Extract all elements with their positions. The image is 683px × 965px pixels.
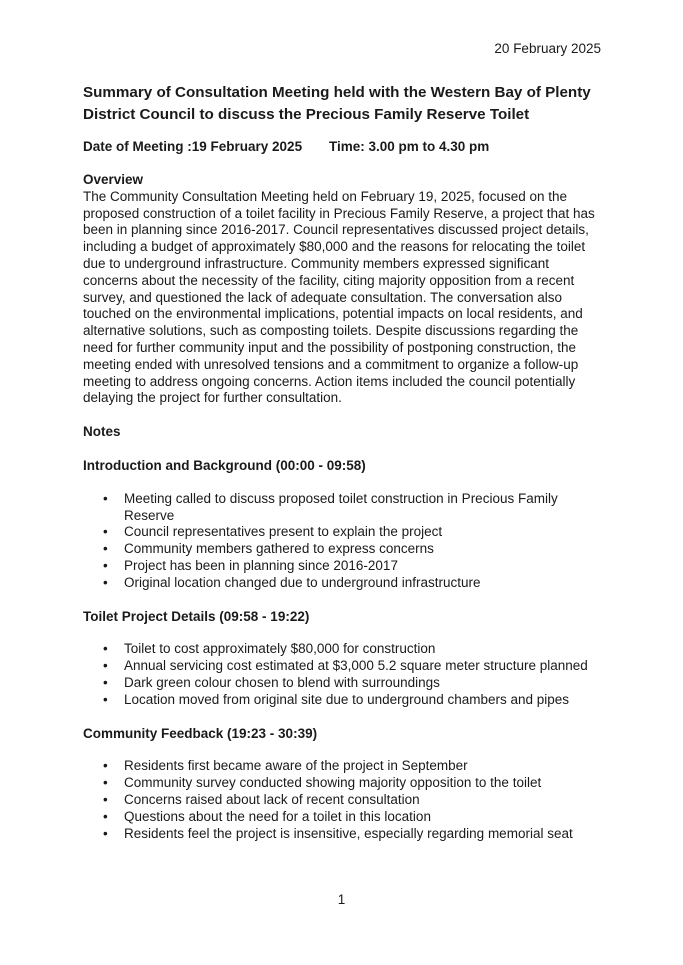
- bullet-icon: •: [103, 557, 108, 573]
- bullet-icon: •: [103, 524, 108, 540]
- project-details-list: [83, 641, 603, 708]
- bullet-icon: •: [103, 674, 108, 690]
- document-date: 20 February 2025: [494, 41, 601, 56]
- bullet-icon: •: [103, 641, 108, 657]
- list-item: • Community members gathered to express concerns: [103, 541, 434, 557]
- bullet-icon: •: [103, 808, 108, 824]
- page-number: 1: [337, 892, 346, 907]
- list-item: • Project has been in planning since 2016-2017: [103, 557, 398, 573]
- list-item: • Residents first became aware of the project in September: [103, 758, 468, 774]
- list-item: • Questions about the need for a toilet in this location: [103, 808, 431, 824]
- section-heading-community-feedback: Community Feedback (19:23 - 30:39): [83, 725, 318, 741]
- bullet-icon: •: [103, 791, 108, 807]
- list-item: • Original location changed due to underground infrastructure: [103, 574, 481, 590]
- bullet-icon: •: [103, 658, 108, 674]
- introduction-list: [83, 491, 603, 592]
- list-item: • Location moved from original site due to underground chambers and pipes: [103, 691, 570, 707]
- list-item: • Residents feel the project is insensitive, especially regarding memorial seat: [103, 825, 573, 841]
- meeting-date: Date of Meeting :19 February 2025: [83, 139, 303, 154]
- bullet-icon: •: [103, 825, 108, 841]
- bullet-icon: •: [103, 758, 108, 774]
- community-feedback-list: [83, 758, 603, 842]
- list-item: • Meeting called to discuss proposed toilet construction in Precious Family Reserve: [103, 490, 558, 523]
- meeting-info: [83, 138, 490, 155]
- list-item: • Toilet to cost approximately $80,000 for construction: [103, 641, 436, 657]
- notes-heading: Notes: [83, 424, 121, 440]
- section-heading-introduction: Introduction and Background (00:00 - 09:58): [83, 457, 366, 473]
- list-item: • Dark green colour chosen to blend with surroundings: [103, 674, 440, 690]
- meeting-time: Time: 3.00 pm to 4.30 pm: [329, 139, 490, 154]
- list-item: • Community survey conducted showing majority opposition to the toilet: [103, 775, 542, 791]
- list-item: • Council representatives present to explain the project: [103, 524, 443, 540]
- overview-paragraph: The Community Consultation Meeting held on February 19, 2025, focused on the proposed construction of a toilet facility in Precious Family Reserve, a project that has been in planning since 2016-2017. Council representatives discussed project details, including a budget of approximately $80,000 and the reasons for relocating the toilet due to underground infrastructure. Community members expressed significant concerns about the necessity of the facility, citing majority opposition from a recent survey, and questioned the lack of adequate consultation. The conversation also touched on the environmental implications, potential impacts on local residents, and alternative solutions, such as composting toilets. Despite discussions regarding the need for further community input and the possibility of postponing construction, the meeting ended with unresolved tensions and a commitment to organize a follow-up meeting to address ongoing concerns. Action items included the council potentially delaying the project for further consultation.: [83, 188, 595, 406]
- list-item: • Annual servicing cost estimated at $3,000 5.2 square meter structure planned: [103, 658, 588, 674]
- bullet-icon: •: [103, 541, 108, 557]
- bullet-icon: •: [103, 490, 108, 506]
- document-body: [83, 172, 603, 842]
- bullet-icon: •: [103, 775, 108, 791]
- bullet-icon: •: [103, 574, 108, 590]
- document-title: Summary of Consultation Meeting held with the Western Bay of Plenty District Council to discuss the Precious Family Reserve Toilet: [83, 84, 591, 123]
- list-item: • Concerns raised about lack of recent consultation: [103, 791, 420, 807]
- section-heading-project-details: Toilet Project Details (09:58 - 19:22): [83, 608, 310, 624]
- overview-heading: Overview: [83, 172, 144, 187]
- bullet-icon: •: [103, 691, 108, 707]
